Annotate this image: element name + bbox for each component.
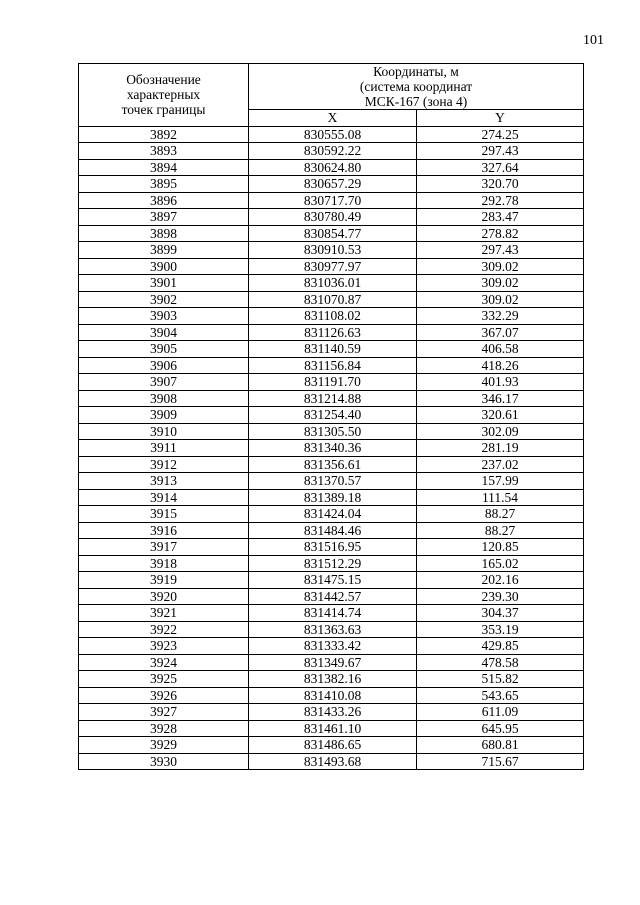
table-row	[79, 126, 584, 143]
table-row	[79, 506, 584, 523]
cell-y: 88.27	[417, 506, 584, 523]
cell-x: 830854.77	[249, 225, 417, 242]
cell-x: 831389.18	[249, 489, 417, 506]
cell-y: 281.19	[417, 440, 584, 457]
table-row	[79, 638, 584, 655]
cell-point: 3923	[79, 638, 249, 655]
cell-point: 3904	[79, 324, 249, 341]
cell-y: 157.99	[417, 473, 584, 490]
cell-x: 831442.57	[249, 588, 417, 605]
header-y: Y	[417, 110, 584, 127]
table-row	[79, 209, 584, 226]
cell-x: 831191.70	[249, 374, 417, 391]
table-row	[79, 687, 584, 704]
cell-point: 3917	[79, 539, 249, 556]
cell-y: 418.26	[417, 357, 584, 374]
table-row	[79, 390, 584, 407]
cell-y: 309.02	[417, 258, 584, 275]
cell-x: 830555.08	[249, 126, 417, 143]
coordinates-table	[78, 63, 584, 770]
cell-y: 367.07	[417, 324, 584, 341]
cell-point: 3909	[79, 407, 249, 424]
cell-point: 3911	[79, 440, 249, 457]
cell-x: 831433.26	[249, 704, 417, 721]
cell-y: 353.19	[417, 621, 584, 638]
cell-y: 292.78	[417, 192, 584, 209]
cell-x: 831356.61	[249, 456, 417, 473]
cell-point: 3925	[79, 671, 249, 688]
cell-point: 3912	[79, 456, 249, 473]
cell-point: 3913	[79, 473, 249, 490]
cell-point: 3896	[79, 192, 249, 209]
cell-point: 3906	[79, 357, 249, 374]
table-row	[79, 242, 584, 259]
table-row	[79, 489, 584, 506]
cell-x: 831461.10	[249, 720, 417, 737]
table-row	[79, 374, 584, 391]
cell-y: 478.58	[417, 654, 584, 671]
cell-y: 406.58	[417, 341, 584, 358]
cell-point: 3924	[79, 654, 249, 671]
cell-point: 3921	[79, 605, 249, 622]
table-row	[79, 654, 584, 671]
cell-y: 715.67	[417, 753, 584, 770]
cell-point: 3920	[79, 588, 249, 605]
header-point-line: Обозначение	[126, 72, 201, 88]
cell-point: 3907	[79, 374, 249, 391]
page-number: 101	[583, 33, 604, 48]
table-row	[79, 605, 584, 622]
cell-x: 830624.80	[249, 159, 417, 176]
header-point-designation	[79, 64, 249, 127]
cell-y: 237.02	[417, 456, 584, 473]
cell-x: 831333.42	[249, 638, 417, 655]
cell-x: 831484.46	[249, 522, 417, 539]
cell-x: 831140.59	[249, 341, 417, 358]
cell-y: 327.64	[417, 159, 584, 176]
cell-x: 831370.57	[249, 473, 417, 490]
table-row	[79, 308, 584, 325]
cell-point: 3922	[79, 621, 249, 638]
table-row	[79, 159, 584, 176]
header-coordinates	[249, 64, 584, 110]
cell-x: 831349.67	[249, 654, 417, 671]
table-row	[79, 588, 584, 605]
cell-point: 3926	[79, 687, 249, 704]
cell-y: 239.30	[417, 588, 584, 605]
cell-x: 831108.02	[249, 308, 417, 325]
table-row	[79, 440, 584, 457]
cell-point: 3929	[79, 737, 249, 754]
table-row	[79, 704, 584, 721]
header-point-line: точек границы	[121, 102, 206, 118]
cell-y: 543.65	[417, 687, 584, 704]
cell-point: 3892	[79, 126, 249, 143]
table-row	[79, 555, 584, 572]
cell-y: 645.95	[417, 720, 584, 737]
table-row	[79, 539, 584, 556]
cell-point: 3899	[79, 242, 249, 259]
cell-point: 3928	[79, 720, 249, 737]
table-row	[79, 291, 584, 308]
cell-y: 297.43	[417, 143, 584, 160]
cell-y: 332.29	[417, 308, 584, 325]
cell-point: 3905	[79, 341, 249, 358]
cell-x: 831070.87	[249, 291, 417, 308]
table-row	[79, 192, 584, 209]
cell-x: 830592.22	[249, 143, 417, 160]
cell-y: 111.54	[417, 489, 584, 506]
cell-x: 831382.16	[249, 671, 417, 688]
cell-point: 3902	[79, 291, 249, 308]
header-coordinates-line: Координаты, м	[373, 64, 459, 79]
cell-point: 3901	[79, 275, 249, 292]
cell-x: 831512.29	[249, 555, 417, 572]
cell-y: 515.82	[417, 671, 584, 688]
table-row	[79, 737, 584, 754]
cell-x: 831486.65	[249, 737, 417, 754]
cell-point: 3894	[79, 159, 249, 176]
cell-y: 297.43	[417, 242, 584, 259]
table-row	[79, 671, 584, 688]
cell-y: 283.47	[417, 209, 584, 226]
cell-point: 3930	[79, 753, 249, 770]
table-row	[79, 473, 584, 490]
cell-x: 831516.95	[249, 539, 417, 556]
cell-x: 831126.63	[249, 324, 417, 341]
cell-point: 3927	[79, 704, 249, 721]
cell-y: 120.85	[417, 539, 584, 556]
cell-x: 831414.74	[249, 605, 417, 622]
header-coordinates-line: (система координат	[359, 79, 473, 94]
cell-y: 346.17	[417, 390, 584, 407]
table-row	[79, 572, 584, 589]
cell-point: 3900	[79, 258, 249, 275]
cell-x: 831254.40	[249, 407, 417, 424]
cell-point: 3919	[79, 572, 249, 589]
cell-x: 831305.50	[249, 423, 417, 440]
header-x: X	[249, 110, 417, 127]
cell-y: 611.09	[417, 704, 584, 721]
cell-x: 831424.04	[249, 506, 417, 523]
cell-x: 830657.29	[249, 176, 417, 193]
cell-point: 3918	[79, 555, 249, 572]
cell-y: 401.93	[417, 374, 584, 391]
cell-point: 3897	[79, 209, 249, 226]
table-row	[79, 324, 584, 341]
cell-x: 831475.15	[249, 572, 417, 589]
table-row	[79, 143, 584, 160]
table-row	[79, 341, 584, 358]
table-row	[79, 456, 584, 473]
table-row	[79, 720, 584, 737]
table-row	[79, 753, 584, 770]
cell-point: 3915	[79, 506, 249, 523]
cell-y: 278.82	[417, 225, 584, 242]
cell-y: 304.37	[417, 605, 584, 622]
table-row	[79, 423, 584, 440]
cell-x: 830977.97	[249, 258, 417, 275]
cell-y: 320.61	[417, 407, 584, 424]
cell-y: 320.70	[417, 176, 584, 193]
cell-point: 3916	[79, 522, 249, 539]
header-coordinates-line: МСК-167 (зона 4)	[364, 94, 468, 109]
cell-x: 830910.53	[249, 242, 417, 259]
table-row	[79, 407, 584, 424]
cell-point: 3908	[79, 390, 249, 407]
cell-y: 309.02	[417, 291, 584, 308]
cell-y: 302.09	[417, 423, 584, 440]
cell-x: 831036.01	[249, 275, 417, 292]
cell-x: 830717.70	[249, 192, 417, 209]
cell-y: 202.16	[417, 572, 584, 589]
cell-point: 3893	[79, 143, 249, 160]
cell-y: 429.85	[417, 638, 584, 655]
table-row	[79, 357, 584, 374]
cell-y: 88.27	[417, 522, 584, 539]
header-point-line: характерных	[126, 87, 201, 103]
cell-point: 3910	[79, 423, 249, 440]
cell-x: 831156.84	[249, 357, 417, 374]
cell-y: 680.81	[417, 737, 584, 754]
table-row	[79, 621, 584, 638]
cell-point: 3903	[79, 308, 249, 325]
cell-x: 831340.36	[249, 440, 417, 457]
cell-y: 165.02	[417, 555, 584, 572]
cell-x: 831410.08	[249, 687, 417, 704]
table-row	[79, 522, 584, 539]
table-row	[79, 275, 584, 292]
table-body	[79, 126, 584, 770]
cell-point: 3895	[79, 176, 249, 193]
cell-x: 831363.63	[249, 621, 417, 638]
table-row	[79, 176, 584, 193]
cell-point: 3914	[79, 489, 249, 506]
table-row	[79, 225, 584, 242]
cell-y: 274.25	[417, 126, 584, 143]
cell-y: 309.02	[417, 275, 584, 292]
cell-x: 831493.68	[249, 753, 417, 770]
table-row	[79, 258, 584, 275]
cell-x: 830780.49	[249, 209, 417, 226]
cell-point: 3898	[79, 225, 249, 242]
cell-x: 831214.88	[249, 390, 417, 407]
